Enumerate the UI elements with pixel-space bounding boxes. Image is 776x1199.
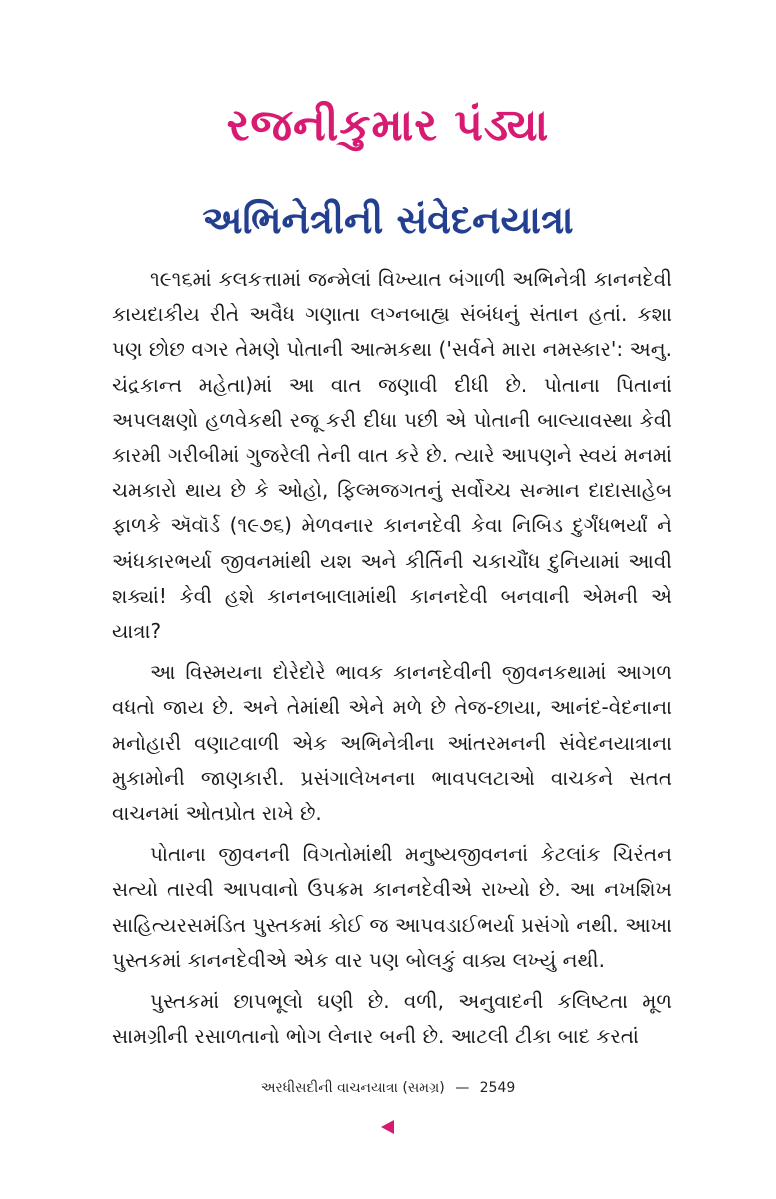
paragraph: આ વિસ્મયના દોરેદોરે ભાવક કાનનદેવીની જીવનકથામાં આગળ વધતો જાય છે. અને તેમાંથી એને મળે છે તેજ-છાયા, આનંદ-વેદનાના મનોહારી વણાટવાળી એક અભિનેત્રીના આંતરમનની સંવેદનયાત્રાના મુકામોની જાણકારી. પ્રસંગાલેખનના ભાવપલટાઓ વાચકને સતત વાચનમાં ઓતપ્રોત રાખે છે. — [112, 660, 672, 826]
article-body — [112, 262, 672, 1060]
page-footer — [0, 1080, 776, 1096]
paragraph: ૧૯૧૬માં કલકત્તામાં જન્મેલાં વિખ્યાત બંગાળી અભિનેત્રી કાનનદેવી કાયદાકીય રીતે અવૈધ ગણાતા લગ્નબાહ્ય સંબંધનું સંતાન હતાં. કશા પણ છોછ વગર તેમણે પોતાની આત્મકથા ('સર્વને મારા નમસ્કાર': અનુ. ચંદ્રકાન્ત મહેતા)માં આ વાત જણાવી દીધી છે. પોતાના પિતાનાં અપલક્ષણો હળવેકથી રજૂ કરી દીધા પછી એ પોતાની બાલ્યાવસ્થા કેવી કારમી ગરીબીમાં ગુજરેલી તેની વાત કરે છે. ત્યારે આપણને સ્વયં મનમાં ચમકારો થાય છે કે ઓહો, ફિલ્મજગતનું સર્વોચ્ચ સન્માન દાદાસાહેબ ફાળકે ઍવૉર્ડ (૧૯૭૬) મેળવનાર કાનનદેવી કેવા નિબિડ દુર્ગંધભર્યાં ને અંધકારભર્યા જીવનમાંથી યશ અને કીર્તિની ચકાચૌંધ દુનિયામાં આવી શક્યાં! કેવી હશે કાનનબાલામાંથી કાનનદેવી બનવાની એમની એ યાત્રા? — [112, 267, 672, 644]
paragraph: પોતાના જીવનની વિગતોમાંથી મનુષ્યજીવનનાં કેટલાંક ચિરંતન સત્યો તારવી આપવાનો ઉપક્રમ કાનનદેવીએ રાખ્યો છે. આ નખશિખ સાહિત્યરસમંડિત પુસ્તકમાં કોઈ જ આપવડાઈભર્યા પ્રસંગો નથી. આખા પુસ્તકમાં કાનનદેવીએ એક વાર પણ બોલકું વાક્ય લખ્યું નથી. — [112, 842, 672, 972]
page-number: 2549 — [479, 1080, 516, 1096]
footer-book-title: અરધીસદીની વાચનયાત્રા (સમગ્ર) — [260, 1080, 445, 1096]
article-title: અભિનેત્રીની સંવેદનયાત્રા — [202, 198, 574, 242]
triangle-left-icon — [381, 1120, 394, 1134]
paragraph: પુસ્તકમાં છાપભૂલો ઘણી છે. વળી, અનુવાદની કલિષ્ટતા મૂળ સામગ્રીની રસાળતાનો ભોગ લેનાર બની છે. આટલી ટીકા બાદ કરતાં — [112, 989, 672, 1049]
previous-page-icon[interactable] — [379, 1118, 397, 1136]
author-name: રજનીકુમાર પંડ્યા — [226, 100, 550, 151]
footer-separator: — — [455, 1080, 470, 1096]
